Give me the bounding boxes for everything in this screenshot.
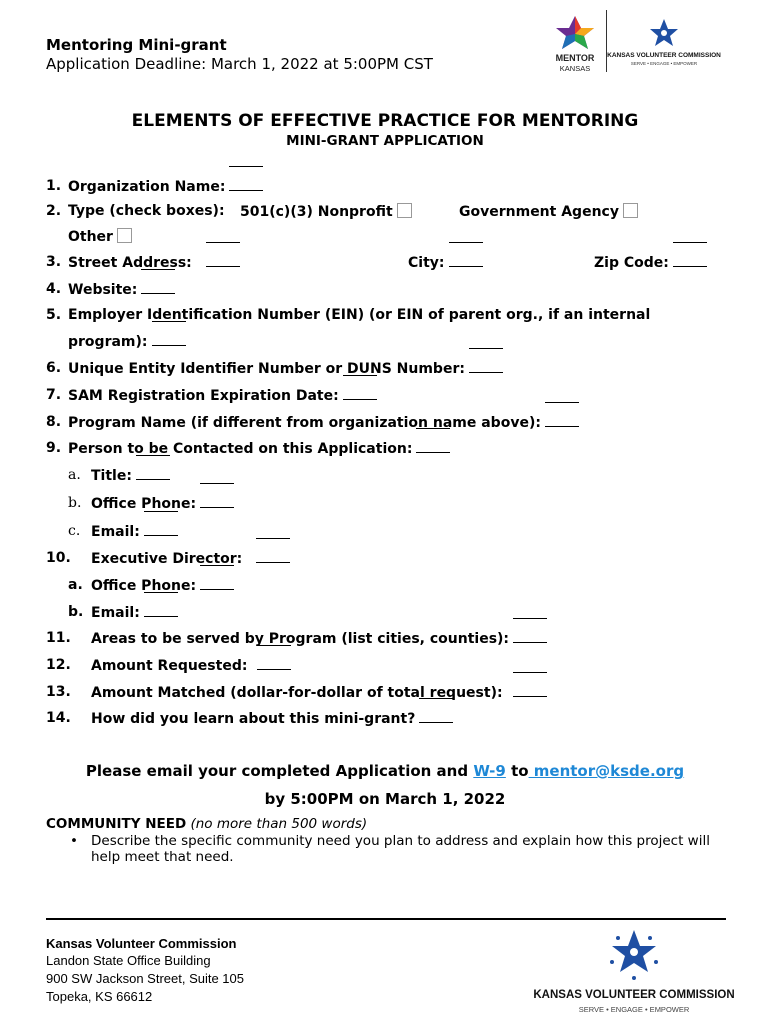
city-input[interactable]: [449, 254, 483, 267]
q2-option-nonprofit: [240, 203, 412, 220]
q9a-label: Title:: [91, 468, 132, 484]
nonprofit-checkbox[interactable]: [397, 203, 412, 218]
q5-ein-cont: [68, 333, 186, 350]
footer-address-1: Landon State Office Building: [46, 953, 211, 968]
footer-divider: [46, 918, 726, 920]
government-checkbox[interactable]: [623, 203, 638, 218]
q8-number: 8.: [46, 414, 62, 430]
q1-organization-name: [68, 178, 263, 195]
mentor-kansas-logo: [552, 14, 598, 74]
kvc-wordmark: KANSAS VOLUNTEER COMMISSION: [607, 52, 721, 59]
areas-input[interactable]: [513, 630, 547, 643]
ein-input[interactable]: [152, 333, 186, 346]
q2-number: 2.: [46, 203, 62, 219]
q5-label: Employer Identification Number (EIN) (or EIN of parent org., if an internal: [68, 307, 651, 323]
director-phone-input[interactable]: [200, 577, 234, 590]
q6-label: Unique Entity Identifier Number or DUNS Number:: [68, 361, 465, 377]
kvc-header-logo: [607, 16, 721, 74]
submit-deadline: by 5:00PM on March 1, 2022: [264, 790, 506, 808]
w9-link[interactable]: W-9: [473, 762, 506, 780]
bullet-icon: •: [70, 833, 78, 849]
executive-director-input[interactable]: [256, 550, 290, 563]
kvc-footer-logo: [533, 928, 735, 1016]
q12-amount-requested: [91, 657, 291, 674]
submit-mid: to: [505, 762, 529, 780]
q6-number: 6.: [46, 360, 62, 376]
kansas-wordmark: KANSAS: [559, 64, 591, 73]
form-title: Mentoring Mini-grant: [46, 36, 227, 54]
learn-input[interactable]: [419, 710, 453, 723]
q9b-letter: b.: [68, 495, 82, 511]
q9a-title: [91, 467, 170, 484]
q1-label: Organization Name:: [68, 179, 226, 195]
website-input[interactable]: [141, 281, 175, 294]
q9a-letter: a.: [68, 467, 81, 483]
street-address-input[interactable]: [206, 254, 240, 267]
q9-contact: [68, 440, 450, 457]
q6-duns: [68, 360, 503, 377]
contact-email-input[interactable]: [144, 523, 178, 536]
q9c-email: [91, 523, 178, 540]
q9-number: 9.: [46, 440, 62, 456]
other-checkbox[interactable]: [117, 228, 132, 243]
star-icon: [556, 16, 594, 49]
q10-executive-director: [91, 550, 290, 567]
kvc-footer-star-icon: [610, 930, 658, 980]
footer-address-3: Topeka, KS 66612: [46, 989, 153, 1004]
q14-label: How did you learn about this mini-grant?: [91, 711, 416, 727]
zip-label: Zip Code:: [594, 255, 669, 271]
q8-program-name: [68, 414, 579, 431]
q9-label: Person to be Contacted on this Application:: [68, 441, 413, 457]
q7-sam: [68, 387, 377, 404]
q9c-label: Email:: [91, 524, 140, 540]
mentor-wordmark: MENTOR: [555, 53, 595, 63]
q8-label: Program Name (if different from organization name above):: [68, 415, 541, 431]
city-label: City:: [408, 255, 445, 271]
footer-address-2: 900 SW Jackson Street, Suite 105: [46, 971, 244, 986]
q10b-label: Email:: [91, 605, 140, 621]
q3-zip: [594, 254, 707, 271]
q10a-letter: a.: [68, 577, 83, 593]
q10a-label: Office Phone:: [91, 578, 197, 594]
q14-number: 14.: [46, 710, 71, 726]
community-need-heading: [46, 816, 367, 832]
q2-option-other: [68, 228, 132, 245]
kvc-tagline: SERVE • ENGAGE • EMPOWER: [630, 61, 698, 66]
kvc-footer-wordmark: KANSAS VOLUNTEER COMMISSION: [533, 989, 735, 1001]
q7-number: 7.: [46, 387, 62, 403]
q3-label: Street Address:: [68, 255, 192, 271]
q14-learn: [91, 710, 453, 727]
q7-label: SAM Registration Expiration Date:: [68, 388, 339, 404]
footer-org-name: Kansas Volunteer Commission: [46, 936, 237, 951]
q10-label: Executive Director:: [91, 551, 243, 567]
kvc-footer-tagline: SERVE • ENGAGE • EMPOWER: [578, 1005, 690, 1014]
submit-pre: Please email your completed Application and: [85, 762, 474, 780]
q5-ein: [68, 307, 651, 325]
q9c-letter: c.: [68, 523, 81, 539]
q13-number: 13.: [46, 684, 71, 700]
contact-title-input[interactable]: [136, 467, 170, 480]
q2-option-nonprofit-label: 501(c)(3) Nonprofit: [240, 204, 393, 220]
zip-input[interactable]: [673, 254, 707, 267]
contact-phone-input[interactable]: [200, 495, 234, 508]
q5-number: 5.: [46, 307, 62, 323]
contact-input[interactable]: [416, 440, 450, 453]
q10b-email: [91, 604, 178, 621]
q11-areas: [91, 630, 547, 647]
q11-label: Areas to be served by Program (list cities, counties):: [91, 631, 510, 647]
q12-label: Amount Requested:: [91, 658, 248, 674]
program-name-input[interactable]: [545, 414, 579, 427]
q10b-letter: b.: [68, 604, 84, 620]
q4-number: 4.: [46, 281, 62, 297]
duns-input[interactable]: [469, 360, 503, 373]
submit-instructions: [0, 762, 770, 780]
document-subtitle: MINI-GRANT APPLICATION: [286, 133, 484, 149]
q11-number: 11.: [46, 630, 71, 646]
email-link[interactable]: mentor@ksde.org: [528, 762, 685, 780]
q4-label: Website:: [68, 282, 138, 298]
q12-number: 12.: [46, 657, 71, 673]
q2-type: [68, 203, 225, 219]
document-title: ELEMENTS OF EFFECTIVE PRACTICE FOR MENTORING: [131, 111, 639, 131]
community-need-title: COMMUNITY NEED: [46, 816, 187, 832]
q9b-phone: [91, 495, 234, 512]
amount-requested-input[interactable]: [257, 657, 291, 670]
q1-number: 1.: [46, 178, 62, 194]
q1-input[interactable]: [229, 178, 263, 191]
q10-number: 10.: [46, 550, 71, 566]
community-need-prompt: Describe the specific community need you plan to address and explain how this project will help meet that need.: [91, 833, 710, 865]
q3-city: [408, 254, 483, 271]
q3-number: 3.: [46, 254, 62, 270]
q9b-label: Office Phone:: [91, 496, 197, 512]
application-deadline: Application Deadline: March 1, 2022 at 5:00PM CST: [46, 55, 433, 73]
q2-option-government-label: Government Agency: [459, 204, 619, 220]
community-need-note: (no more than 500 words): [190, 816, 368, 832]
q2-label: Type (check boxes):: [68, 203, 225, 219]
sam-date-input[interactable]: [343, 387, 377, 400]
q2-option-other-label: Other: [68, 229, 113, 245]
q4-website: [68, 281, 175, 298]
director-email-input[interactable]: [144, 604, 178, 617]
logo-divider: [606, 10, 607, 72]
q13-amount-matched: [91, 684, 547, 701]
q5-label-cont: program):: [68, 334, 148, 350]
amount-matched-input[interactable]: [513, 684, 547, 697]
q2-option-government: [459, 203, 638, 220]
q13-label: Amount Matched (dollar-for-dollar of total request):: [91, 685, 503, 701]
